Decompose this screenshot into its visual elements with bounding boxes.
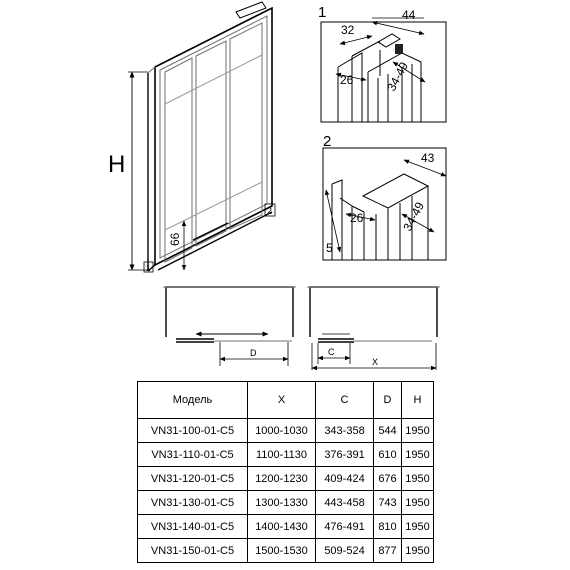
cell-x: 1500-1530 [248, 539, 316, 563]
detail-2-dim-26: 26 [350, 211, 364, 225]
detail-1 [318, 4, 446, 122]
cell-x: 1200-1230 [248, 467, 316, 491]
header-d: D [374, 382, 402, 419]
callout-1-label: 1 [146, 264, 151, 273]
cell-model: VN31-150-01-C5 [138, 539, 248, 563]
cell-h: 1950 [402, 443, 434, 467]
detail-1-dim-44: 44 [402, 8, 416, 22]
cell-d: 610 [374, 443, 402, 467]
dimension-66-label: 66 [168, 232, 182, 246]
header-h: H [402, 382, 434, 419]
plan-view-d [163, 287, 296, 366]
table-row [138, 443, 434, 467]
cell-x: 1300-1330 [248, 491, 316, 515]
detail-2 [323, 133, 446, 260]
cell-h: 1950 [402, 467, 434, 491]
table-row [138, 515, 434, 539]
cell-h: 1950 [402, 419, 434, 443]
cell-c: 343-358 [316, 419, 374, 443]
cell-h: 1950 [402, 515, 434, 539]
cell-c: 376-391 [316, 443, 374, 467]
callout-marker-2 [265, 204, 275, 216]
detail-2-dim-5: 5 [326, 241, 333, 255]
seal-strip [395, 44, 403, 54]
cell-model: VN31-130-01-C5 [138, 491, 248, 515]
detail-2-dim-34-49: 34-49 [400, 199, 428, 234]
detail-1-dim-32: 32 [341, 23, 355, 37]
header-c: C [316, 382, 374, 419]
cell-x: 1400-1430 [248, 515, 316, 539]
cell-h: 1950 [402, 539, 434, 563]
cell-c: 509-524 [316, 539, 374, 563]
plan-view-c [307, 287, 440, 370]
detail-1-dim-26: 26 [340, 73, 354, 87]
model-spec-table [137, 381, 434, 563]
cell-model: VN31-120-01-C5 [138, 467, 248, 491]
plan-c-label: C [328, 347, 335, 357]
cell-c: 409-424 [316, 467, 374, 491]
header-model: Модель [138, 382, 248, 419]
table-row [138, 467, 434, 491]
detail-2-number: 2 [323, 133, 332, 150]
table-row [138, 539, 434, 563]
cell-d: 743 [374, 491, 402, 515]
cell-d: 877 [374, 539, 402, 563]
door-frame [148, 2, 272, 271]
cell-h: 1950 [402, 491, 434, 515]
detail-2-dim-43: 43 [421, 151, 435, 165]
dimension-66 [168, 221, 184, 270]
callout-2-label: 2 [267, 206, 273, 216]
front-view [108, 2, 275, 273]
cell-c: 476-491 [316, 515, 374, 539]
cell-model: VN31-110-01-C5 [138, 443, 248, 467]
sliding-panels [165, 23, 262, 262]
height-label: H [108, 151, 126, 178]
table-header-row [138, 382, 434, 419]
cell-d: 810 [374, 515, 402, 539]
cell-d: 544 [374, 419, 402, 443]
cell-model: VN31-140-01-C5 [138, 515, 248, 539]
plan-d-label: D [250, 348, 257, 358]
detail-1-dim-34-49: 34-49 [384, 59, 412, 94]
detail-1-number: 1 [318, 4, 327, 21]
header-x: X [248, 382, 316, 419]
table-row [138, 419, 434, 443]
cell-c: 443-458 [316, 491, 374, 515]
table-row [138, 491, 434, 515]
cell-x: 1000-1030 [248, 419, 316, 443]
cell-x: 1100-1130 [248, 443, 316, 467]
height-dimension [108, 72, 148, 270]
cell-d: 676 [374, 467, 402, 491]
cell-model: VN31-100-01-C5 [138, 419, 248, 443]
plan-x-label: X [372, 357, 379, 367]
